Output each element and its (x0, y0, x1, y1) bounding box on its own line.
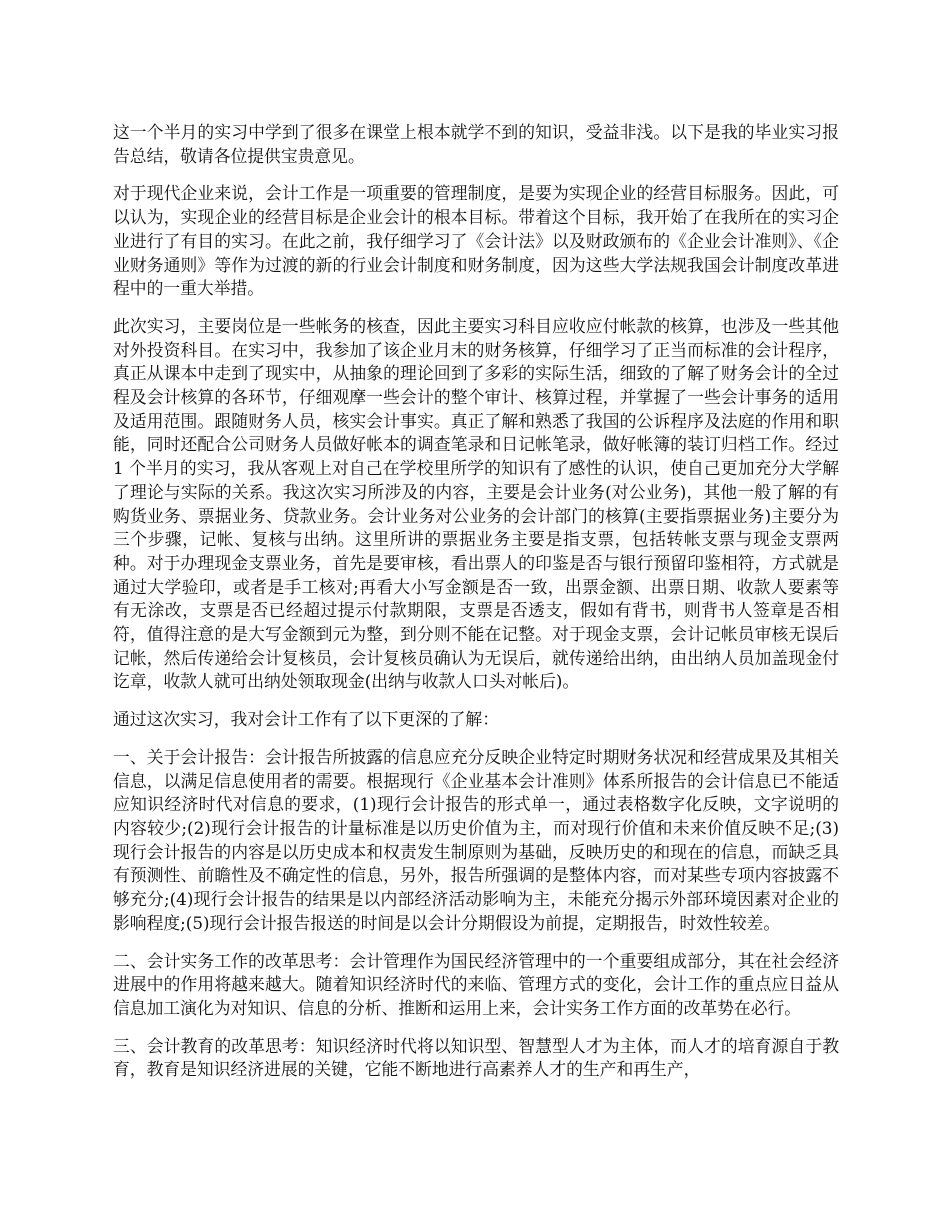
document-body (113, 121, 839, 1096)
paragraph-understanding-lead: 通过这次实习，我对会计工作有了以下更深的了解： (113, 709, 499, 730)
paragraph-education-reform: 三、会计教育的改革思考：知识经济时代将以知识型、智慧型人才为主体，而人才的培育源自于教育，教育是知识经济进展的关键，它能不断地进行高素养人才的生产和再生产， (113, 1035, 839, 1080)
paragraph-accounting-report: 一、关于会计报告：会计报告所披露的信息应充分反映企业特定时期财务状况和经营成果及其相关信息，以满足信息使用者的需要。根据现行《企业基本会计准则》体系所报告的会计信息已不能适应知识经济时代对信息的要求，(1)现行会计报告的形式单一，通过表格数字化反映，文字说明的内容较少;(2)现行会计报告的计量标准是以历史价值为主，而对现行价值和未来价值反映不足;(3)现行会计报告的内容是以历史成本和权责发生制原则为基础，反映历史的和现在的信息，而缺乏具有预测性、前瞻性及不确定性的信息，另外，报告所强调的是整体内容，而对某些专项内容披露不够充分;(4)现行会计报告的结果是以内部经济活动影响为主，未能充分揭示外部环境因素对企业的影响程度;(5)现行会计报告报送的时间是以会计分期假设为前提，定期报告，时效性较差。 (113, 746, 839, 933)
paragraph-practice-reform: 二、会计实务工作的改革思考：会计管理作为国民经济管理中的一个重要组成部分，其在社会经济进展中的作用将越来越大。随着知识经济时代的来临、管理方式的变化，会计工作的重点应日益从信息加工演化为对知识、信息的分析、推断和运用上来，会计实务工作方面的改革势在必行。 (113, 950, 839, 1018)
paragraph-enterprise-accounting: 对于现代企业来说，会计工作是一项重要的管理制度，是要为实现企业的经营目标服务。因此，可以认为，实现企业的经营目标是企业会计的根本目标。带着这个目标，我开始了在我所在的实习企业进行了有目的实习。在此之前，我仔细学习了《会计法》以及财政颁布的《企业会计准则》、《企业财务通则》等作为过渡的新的行业会计制度和财务制度，因为这些大学法规我国会计制度改革进程中的一重大举措。 (113, 183, 839, 299)
paragraph-intro: 这一个半月的实习中学到了很多在课堂上根本就学不到的知识，受益非浅。以下是我的毕业实习报告总结，敬请各位提供宝贵意见。 (113, 122, 839, 166)
paragraph-internship-work: 此次实习，主要岗位是一些帐务的核查，因此主要实习科目应收应付帐款的核算，也涉及一些其他对外投资科目。在实习中，我参加了该企业月末的财务核算，仔细学习了正当而标准的会计程序，真正从课本中走到了现实中，从抽象的理论回到了多彩的实际生活，细致的了解了财务会计的全过程及会计核算的各环节，仔细观摩一些会计的整个审计、核算过程，并掌握了一些会计事务的适用及适用范围。跟随财务人员，核实会计事实。真正了解和熟悉了我国的公诉程序及法庭的作用和职能，同时还配合公司财务人员做好帐本的调查笔录和日记帐笔录，做好帐簿的装订归档工作。经过 1 个半月的实习，我从客观上对自己在学校里所学的知识有了感性的认识，使自己更加充分大学解了理论与实际的关系。我这次实习所涉及的内容，主要是会计业务(对公业务)，其他一般了解的有购货业务、票据业务、贷款业务。会计业务对公业务的会计部门的核算(主要指票据业务)主要分为三个步骤，记帐、复核与出纳。这里所讲的票据业务主要是指支票，包括转帐支票与现金支票两种。对于办理现金支票业务，首先是要审核，看出票人的印鉴是否与银行预留印鉴相符，方式就是通过大学验印，或者是手工核对;再看大小写金额是否一致，出票金额、出票日期、收款人要素等有无涂改，支票是否已经超过提示付款期限，支票是否透支，假如有背书，则背书人签章是否相符，值得注意的是大写金额到元为整，到分则不能在记整。对于现金支票，会计记帐员审核无误后记帐，然后传递给会计复核员，会计复核员确认为无误后，就传递给出纳，由出纳人员加盖现金付讫章，收款人就可出纳处领取现金(出纳与收款人口头对帐后)。 (113, 315, 839, 692)
